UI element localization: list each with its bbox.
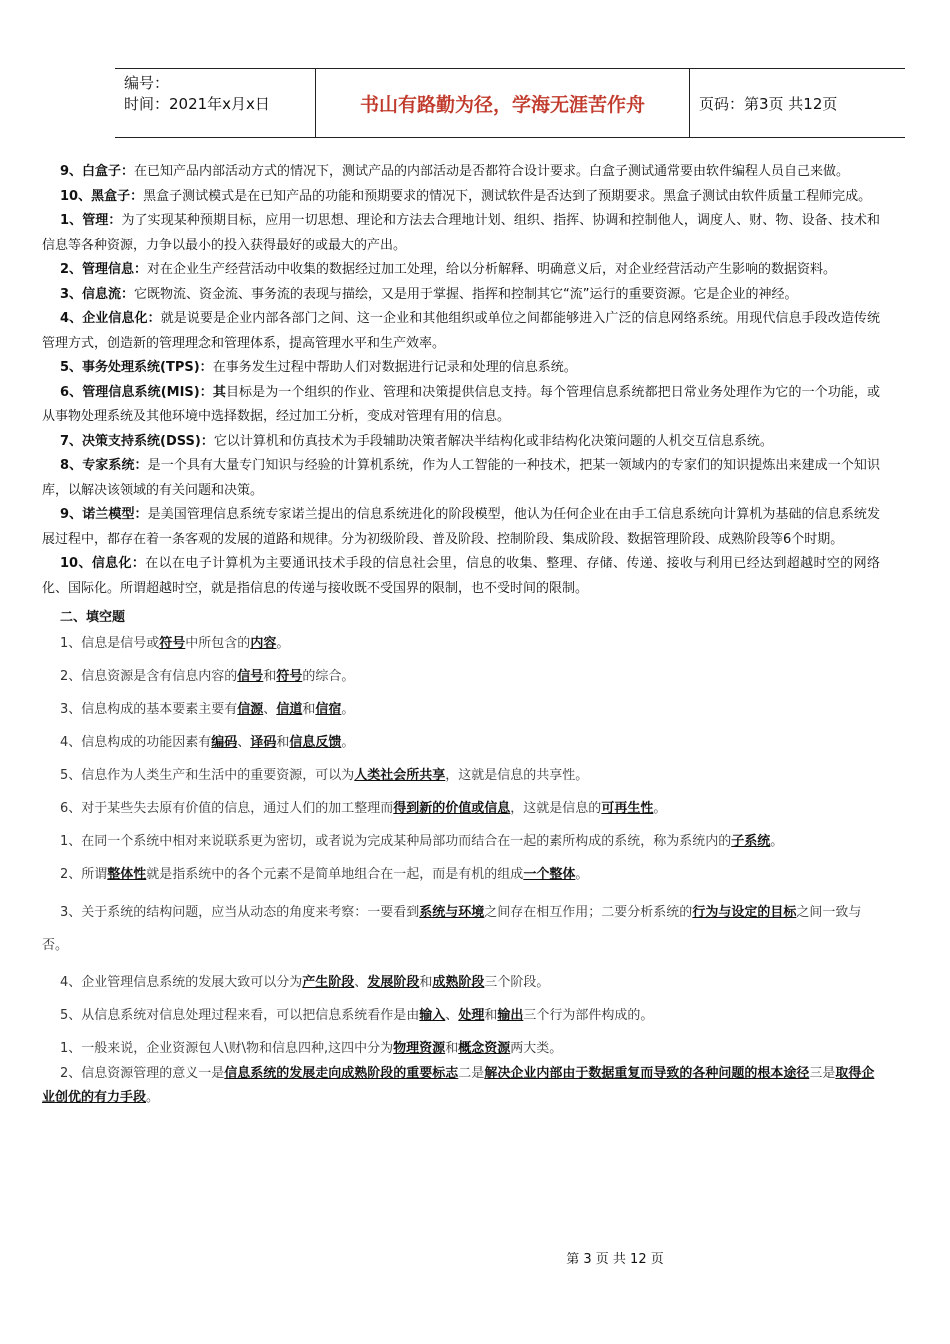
definition-item: [42, 381, 880, 430]
page-footer: [0, 1248, 950, 1267]
fill-answer: 整体性: [107, 867, 147, 882]
definition-text: 是美国管理信息系统专家诺兰提出的信息系统进化的阶段模型，他认为任何企业在由手工信息系统向计算机为基础的信息系统发展过程中，都存在着一条客观的发展的道路和规律。分为初级阶段、普及阶段、控制阶段、集成阶段、数据管理阶段、成熟阶段等6个时期。: [42, 507, 880, 547]
fill-answer: 行为与设定的目标: [692, 905, 797, 920]
fill-item: [42, 764, 880, 788]
fill-answer: 内容: [250, 636, 277, 651]
definition-term: 10、信息化：: [60, 556, 146, 571]
fill-text: 之间存在相互作用；二要分析系统的: [484, 905, 693, 920]
number-label: 编号：: [124, 74, 170, 92]
fill-item: [42, 632, 880, 656]
definition-text: 目标是为一个组织的作业、管理和决策提供信息支持。每个管理信息系统都把日常业务处理作为它的一个功能，或从事物处理系统及其他环境中选择数据，经过加工分析，变成对管理有用的信息。: [42, 384, 880, 424]
definition-text: 就是说要是企业内部各部门之间、这一企业和其他组织或单位之间都能够进入广泛的信息网络系统。用现代信息手段改造传统管理方式，创造新的管理理念和管理体系，提高管理水平和生产效率。: [42, 311, 880, 351]
fill-answer: 人类社会所共享: [354, 768, 446, 783]
fill-text: 2、信息资源是含有信息内容的: [60, 669, 238, 684]
definition-term: 9、诺兰模型：: [60, 507, 148, 522]
fill-answer: 物理资源: [393, 1041, 446, 1056]
fill-answer: 成熟阶段: [432, 975, 485, 990]
page-header: [115, 68, 905, 138]
fill-text: 。: [653, 801, 667, 816]
fill-text: 5、从信息系统对信息处理过程来看，可以把信息系统看作是由: [60, 1008, 420, 1023]
fill-text: 。: [146, 1090, 160, 1105]
fill-item: [42, 863, 880, 887]
definition-list: [42, 160, 880, 601]
fill-text: 中所包含的: [185, 636, 251, 651]
definition-item: [42, 185, 880, 210]
definition-term: 10、黑盒子：: [60, 188, 144, 204]
fill-answer: 信息系统的发展走向成熟阶段的重要标志: [224, 1065, 459, 1081]
definition-item: [42, 283, 880, 308]
fill-answer: 信道: [276, 702, 303, 717]
definition-term: 1、管理：: [60, 213, 122, 228]
fill-text: 和: [484, 1008, 498, 1023]
fill-answer: 一个整体: [523, 867, 576, 882]
definition-item: [42, 258, 880, 283]
fill-text: 。: [770, 834, 784, 849]
fill-answer: 产生阶段: [302, 975, 355, 990]
definition-item: [42, 430, 880, 455]
fill-text: 1、信息是信号或: [60, 636, 160, 651]
fill-answer: 信源: [237, 702, 264, 717]
header-page-label: 页码：第3页 共12页: [699, 94, 838, 113]
fill-text: 1、一般来说，企业资源包人\财\物和信息四种,这四中分为: [60, 1041, 394, 1056]
fill-text: 4、企业管理信息系统的发展大致可以分为: [60, 975, 303, 990]
fill-text: 和: [263, 669, 277, 684]
fill-text: 6、对于某些失去原有价值的信息，通过人们的加工整理而: [60, 801, 394, 816]
fill-in-list: [42, 632, 880, 1111]
fill-text: 和: [419, 975, 433, 990]
fill-answer: 信息反馈: [289, 735, 342, 750]
definition-item: [42, 356, 880, 381]
definition-item: [42, 209, 880, 258]
fill-answer: 信号: [237, 669, 264, 684]
definition-text: 在事务发生过程中帮助人们对数据进行记录和处理的信息系统。: [212, 360, 577, 375]
fill-answer: 子系统: [731, 834, 771, 849]
fill-text: 、: [445, 1008, 459, 1023]
fill-text: 三个阶段。: [484, 975, 550, 990]
fill-item: [42, 731, 880, 755]
fill-answer: 概念资源: [458, 1041, 511, 1056]
fill-text: 和: [276, 735, 290, 750]
fill-item: [42, 971, 880, 995]
fill-answer: 输入: [419, 1008, 446, 1023]
definition-text: 是一个具有大量专门知识与经验的计算机系统，作为人工智能的一种技术，把某一领域内的专家们的知识提炼出来建成一个知识库，以解决该领域的有关问题和决策。: [42, 458, 880, 498]
fill-answer: 系统与环境: [419, 905, 485, 920]
definition-text: 在以在电子计算机为主要通讯技术手段的信息社会里，信息的收集、整理、存储、传递、接收与利用已经达到超越时空的网络化、国际化。所谓超越时空，就是指信息的传递与接收既不受国界的限制，也不受时间的限制。: [42, 556, 880, 596]
definition-text: 为了实现某种预期目标，应用一切思想、理论和方法去合理地计划、组织、指挥、协调和控制他人，调度人、财、物、设备、技术和信息等各种资源，力争以最小的投入获得最好的或最大的产出。: [42, 213, 880, 253]
fill-answer: 信宿: [315, 702, 342, 717]
definition-text: 黑盒子测试模式是在已知产品的功能和预期要求的情况下，测试软件是否达到了预期要求。黑盒子测试由软件质量工程师完成。: [143, 188, 872, 204]
fill-answer: 输出: [497, 1008, 524, 1023]
definition-term: 2、管理信息：: [60, 262, 148, 277]
fill-text: 4、信息构成的功能因素有: [60, 735, 212, 750]
fill-item: [42, 698, 880, 722]
fill-text: 两大类。: [510, 1041, 563, 1056]
definition-item: [42, 160, 880, 185]
time-label: 时间：2021年x月x日: [124, 95, 270, 113]
fill-text: 、: [354, 975, 368, 990]
fill-answer: 可再生性: [601, 801, 654, 816]
fill-answer: 得到新的价值或信息: [393, 801, 511, 816]
definition-item: [42, 307, 880, 356]
definition-term: 7、决策支持系统(DSS)：: [60, 433, 214, 449]
fill-item: [42, 1004, 880, 1028]
fill-item: [42, 896, 880, 962]
fill-text: ，这就是信息的共享性。: [445, 768, 589, 783]
fill-item: [42, 830, 880, 854]
fill-text: 就是指系统中的各个元素不是简单地组合在一起，而是有机的组成: [146, 867, 524, 882]
fill-text: 三个行为部件构成的。: [523, 1008, 654, 1023]
fill-text: 、: [237, 735, 251, 750]
definition-item: [42, 454, 880, 503]
definition-term: 5、事务处理系统(TPS)：: [60, 360, 213, 375]
fill-text: 和: [445, 1041, 459, 1056]
header-meta: [115, 69, 316, 137]
definition-term: 3、信息流：: [60, 286, 135, 302]
definition-text: 它既物流、资金流、事务流的表现与描绘，又是用于掌握、指挥和控制其它“流”运行的重要资源。它是企业的神经。: [134, 286, 798, 302]
definition-term: 6、管理信息系统(MIS)：其: [60, 384, 226, 400]
fill-text: 的综合。: [302, 669, 355, 684]
fill-text: 和: [302, 702, 316, 717]
fill-answer: 编码: [211, 735, 238, 750]
footer-page-number: 第 3 页 共 12 页: [566, 1252, 664, 1267]
definition-text: 在已知产品内部活动方式的情况下，测试产品的内部活动是否都符合设计要求。白盒子测试通常要由软件编程人员自己来做。: [134, 164, 850, 179]
fill-text: ，这就是信息的: [510, 801, 602, 816]
fill-text: 1、在同一个系统中相对来说联系更为密切，或者说为完成某种局部功而结合在一起的素所构成的系统，称为系统内的: [60, 834, 732, 849]
document-body: [42, 160, 880, 1111]
fill-text: 。: [341, 702, 355, 717]
section-title: 二、填空题: [60, 610, 126, 625]
fill-answer: 取得企业创优的有力手段: [42, 1065, 875, 1105]
fill-answer: 解决企业内部由于数据重复而导致的各种问题的根本途径: [484, 1065, 810, 1081]
fill-text: 3、关于系统的结构问题，应当从动态的角度来考察：一要看到: [60, 905, 420, 920]
fill-answer: 符号: [159, 636, 186, 651]
fill-text: 。: [276, 636, 290, 651]
fill-item: [42, 1062, 880, 1111]
definition-item: [42, 503, 880, 552]
fill-text: 。: [575, 867, 589, 882]
fill-answer: 符号: [276, 669, 303, 684]
fill-text: 三是: [809, 1065, 836, 1081]
fill-text: 2、信息资源管理的意义一是: [60, 1065, 225, 1081]
definition-term: 9、白盒子：: [60, 164, 135, 179]
fill-text: 。: [341, 735, 355, 750]
fill-item: [42, 665, 880, 689]
definition-term: 4、企业信息化：: [60, 311, 161, 326]
definition-text: 对在企业生产经营活动中收集的数据经过加工处理，给以分析解释、明确意义后，对企业经营活动产生影响的数据资料。: [147, 262, 837, 277]
fill-text: 二是: [458, 1065, 485, 1081]
header-motto: 书山有路勤为径，学海无涯苦作舟: [316, 69, 690, 137]
fill-text: 、: [263, 702, 277, 717]
fill-text: 5、信息作为人类生产和生活中的重要资源，可以为: [60, 768, 355, 783]
definition-text: 它以计算机和仿真技术为手段辅助决策者解决半结构化或非结构化决策问题的人机交互信息系统。: [213, 433, 773, 449]
definition-item: [42, 552, 880, 601]
fill-text: 3、信息构成的基本要素主要有: [60, 702, 238, 717]
fill-item: [42, 797, 880, 821]
fill-text: 2、所谓: [60, 867, 108, 882]
fill-answer: 处理: [458, 1008, 485, 1023]
fill-item: [42, 1037, 880, 1062]
fill-text: 之间一致与否。: [42, 905, 862, 953]
fill-answer: 发展阶段: [367, 975, 420, 990]
fill-answer: 译码: [250, 735, 277, 750]
definition-term: 8、专家系统：: [60, 458, 148, 473]
